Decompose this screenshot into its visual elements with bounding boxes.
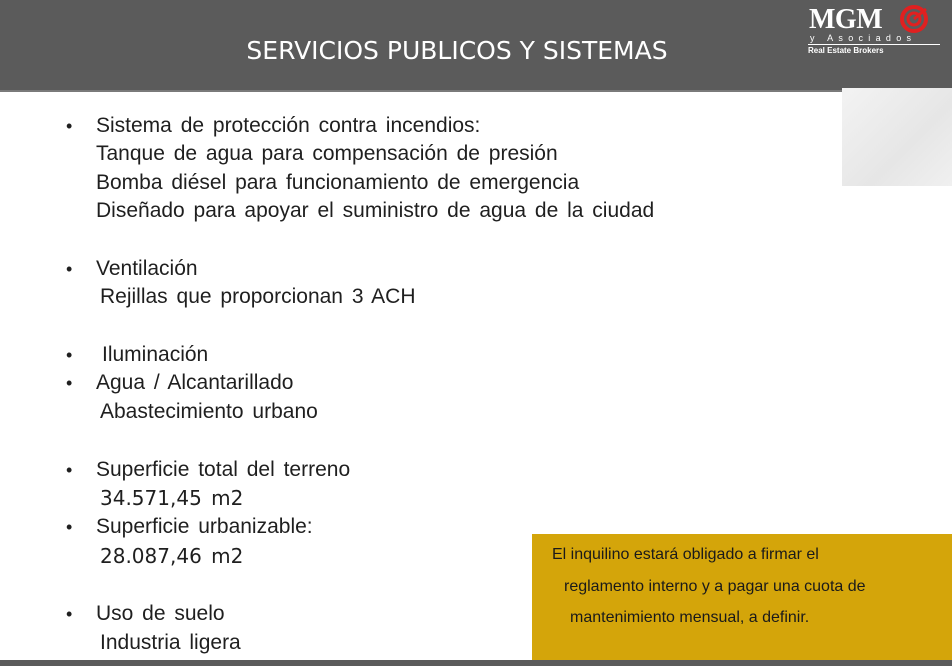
fire-heading: Sistema de protección contra incendios: (96, 114, 481, 137)
logo-subtitle: Real Estate Brokers (808, 46, 884, 55)
ventilation-heading: Ventilación (96, 257, 198, 280)
bullet-icon: • (66, 259, 73, 279)
water-detail: Abastecimiento urbano (100, 400, 318, 423)
ventilation-detail: Rejillas que proporcionan 3 ACH (100, 285, 416, 308)
urban-area-heading: Superficie urbanizable: (96, 515, 313, 538)
bullet-icon: • (66, 345, 73, 365)
lighting-heading: Iluminación (102, 343, 209, 366)
tenant-note-box (532, 534, 952, 660)
footer-bar (0, 660, 952, 666)
bullet-icon: • (66, 517, 73, 537)
fire-item: Diseñado para apoyar el suministro de agua de la ciudad (96, 199, 655, 222)
logo-brand: MGM (809, 4, 883, 35)
note-line: El inquilino estará obligado a firmar el (552, 546, 819, 563)
fire-item: Tanque de agua para compensación de presión (96, 142, 558, 165)
total-area-heading: Superficie total del terreno (96, 458, 351, 481)
land-use-heading: Uso de suelo (96, 602, 225, 625)
bullet-icon: • (66, 604, 73, 624)
water-heading: Agua / Alcantarillado (96, 371, 294, 394)
note-line: reglamento interno y a pagar una cuota de (564, 578, 866, 595)
bullet-icon: • (66, 460, 73, 480)
note-line: mantenimiento mensual, a definir. (570, 609, 810, 626)
bullet-icon: • (66, 116, 73, 136)
logo-tagline: y Asociados (810, 33, 917, 43)
bullet-icon: • (66, 373, 73, 393)
total-area-value: 34.571,45 m2 (100, 486, 244, 510)
urban-area-value: 28.087,46 m2 (100, 544, 244, 568)
page-title: SERVICIOS PUBLICOS Y SISTEMAS (246, 36, 668, 65)
land-use-detail: Industria ligera (100, 631, 241, 654)
fire-item: Bomba diésel para funcionamiento de emergencia (96, 171, 580, 194)
